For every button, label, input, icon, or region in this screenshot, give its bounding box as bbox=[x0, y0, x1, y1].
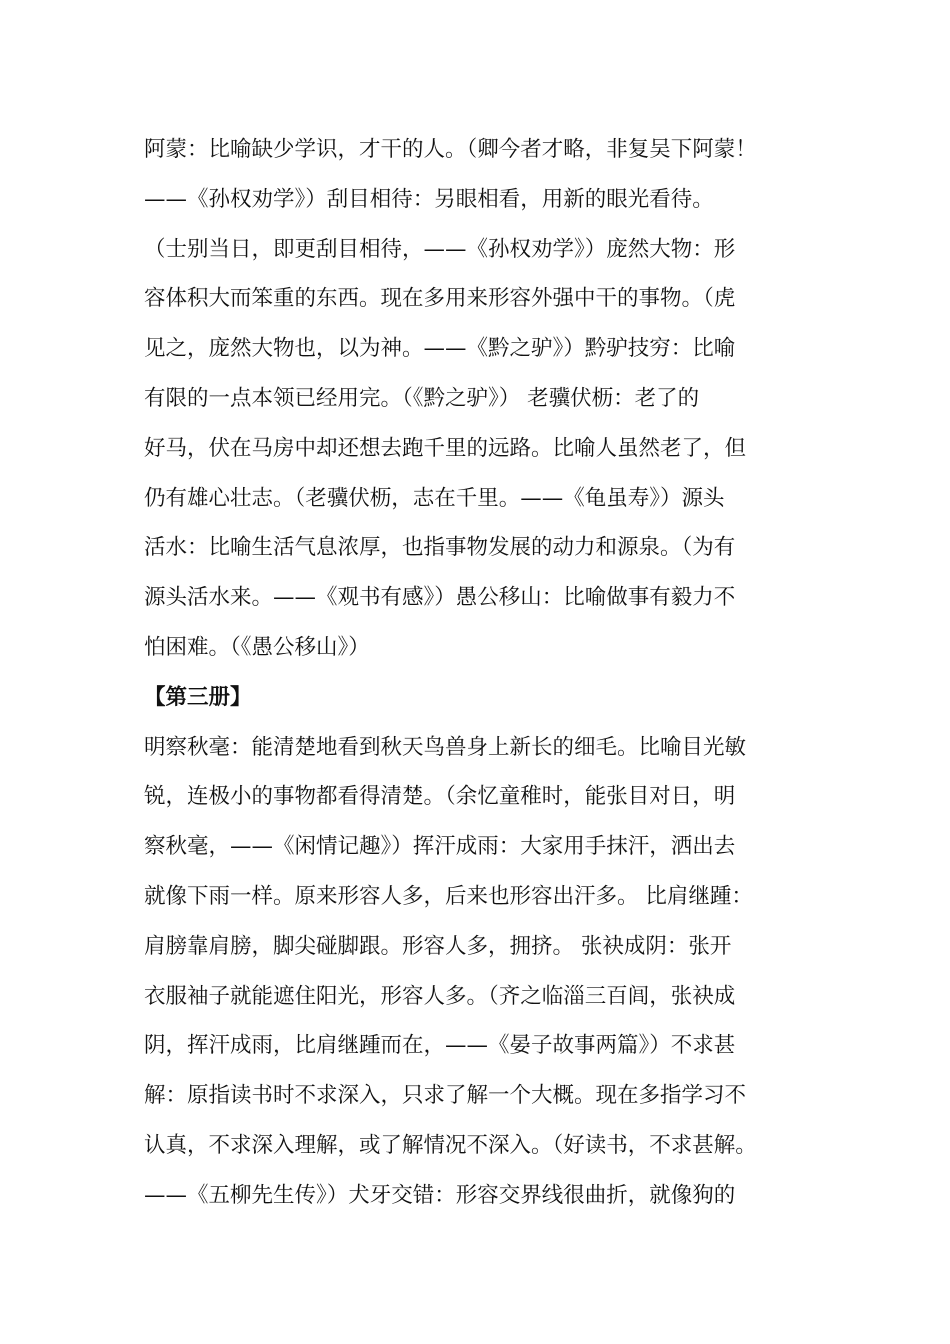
text-line: 就像下雨一样。原来形容人多，后来也形容出汗多。 比肩继踵： bbox=[144, 883, 753, 909]
text-line: 衣服袖子就能遮住阳光，形容人多。（齐之临淄三百闾，张袂成 bbox=[144, 983, 736, 1009]
text-line: 察秋毫，——《闲情记趣》）挥汗成雨：大家用手抹汗，洒出去 bbox=[144, 834, 736, 860]
text-line: 好马，伏在马房中却还想去跑千里的远路。比喻人虽然老了，但 bbox=[144, 435, 747, 461]
text-line: 见之，庞然大物也，以为神。——《黔之驴》）黔驴技穷：比喻 bbox=[144, 336, 736, 362]
text-line: 容体积大而笨重的东西。现在多用来形容外强中干的事物。（虎 bbox=[144, 286, 736, 312]
text-line: 源头活水来。——《观书有感》）愚公移山：比喻做事有毅力不 bbox=[144, 585, 736, 611]
text-line: 活水：比喻生活气息浓厚，也指事物发展的动力和源泉。（为有 bbox=[144, 535, 736, 561]
text-line: 阿蒙：比喻缺少学识，才干的人。（卿今者才略，非复吴下阿蒙！ bbox=[144, 137, 757, 162]
text-line: 怕困难。（《愚公移山》） bbox=[144, 634, 370, 660]
text-line: 锐，连极小的事物都看得清楚。（余忆童稚时，能张目对日，明 bbox=[144, 784, 736, 810]
text-line: ——《五柳先生传》）犬牙交错：形容交界线很曲折，就像狗的 bbox=[144, 1182, 736, 1208]
text-line: （士别当日，即更刮目相待，——《孙权劝学》）庞然大物：形 bbox=[144, 236, 736, 262]
text-line: 肩膀靠肩膀，脚尖碰脚跟。形容人多，拥挤。 张袂成阴：张开 bbox=[144, 933, 732, 959]
text-line: 有限的一点本领已经用完。（《黔之驴》） 老骥伏枥：老了的 bbox=[144, 385, 700, 411]
text-line: 明察秋毫：能清楚地看到秋天鸟兽身上新长的细毛。比喻目光敏 bbox=[144, 734, 747, 760]
text-line: 仍有雄心壮志。（老骥伏枥，志在千里。——《龟虽寿》）源头 bbox=[144, 485, 725, 511]
section-heading: 【第三册】 bbox=[144, 684, 252, 710]
text-line: 认真，不求深入理解，或了解情况不深入。（好读书，不求甚解。 bbox=[144, 1132, 757, 1158]
document-body bbox=[144, 125, 834, 1221]
text-line: 解：原指读书时不求深入，只求了解一个大概。现在多指学习不 bbox=[144, 1083, 747, 1109]
text-line: ——《孙权劝学》）刮目相待：另眼相看，用新的眼光看待。 bbox=[144, 186, 714, 212]
text-line: 阴，挥汗成雨，比肩继踵而在，——《晏子故事两篇》）不求甚 bbox=[144, 1033, 736, 1059]
